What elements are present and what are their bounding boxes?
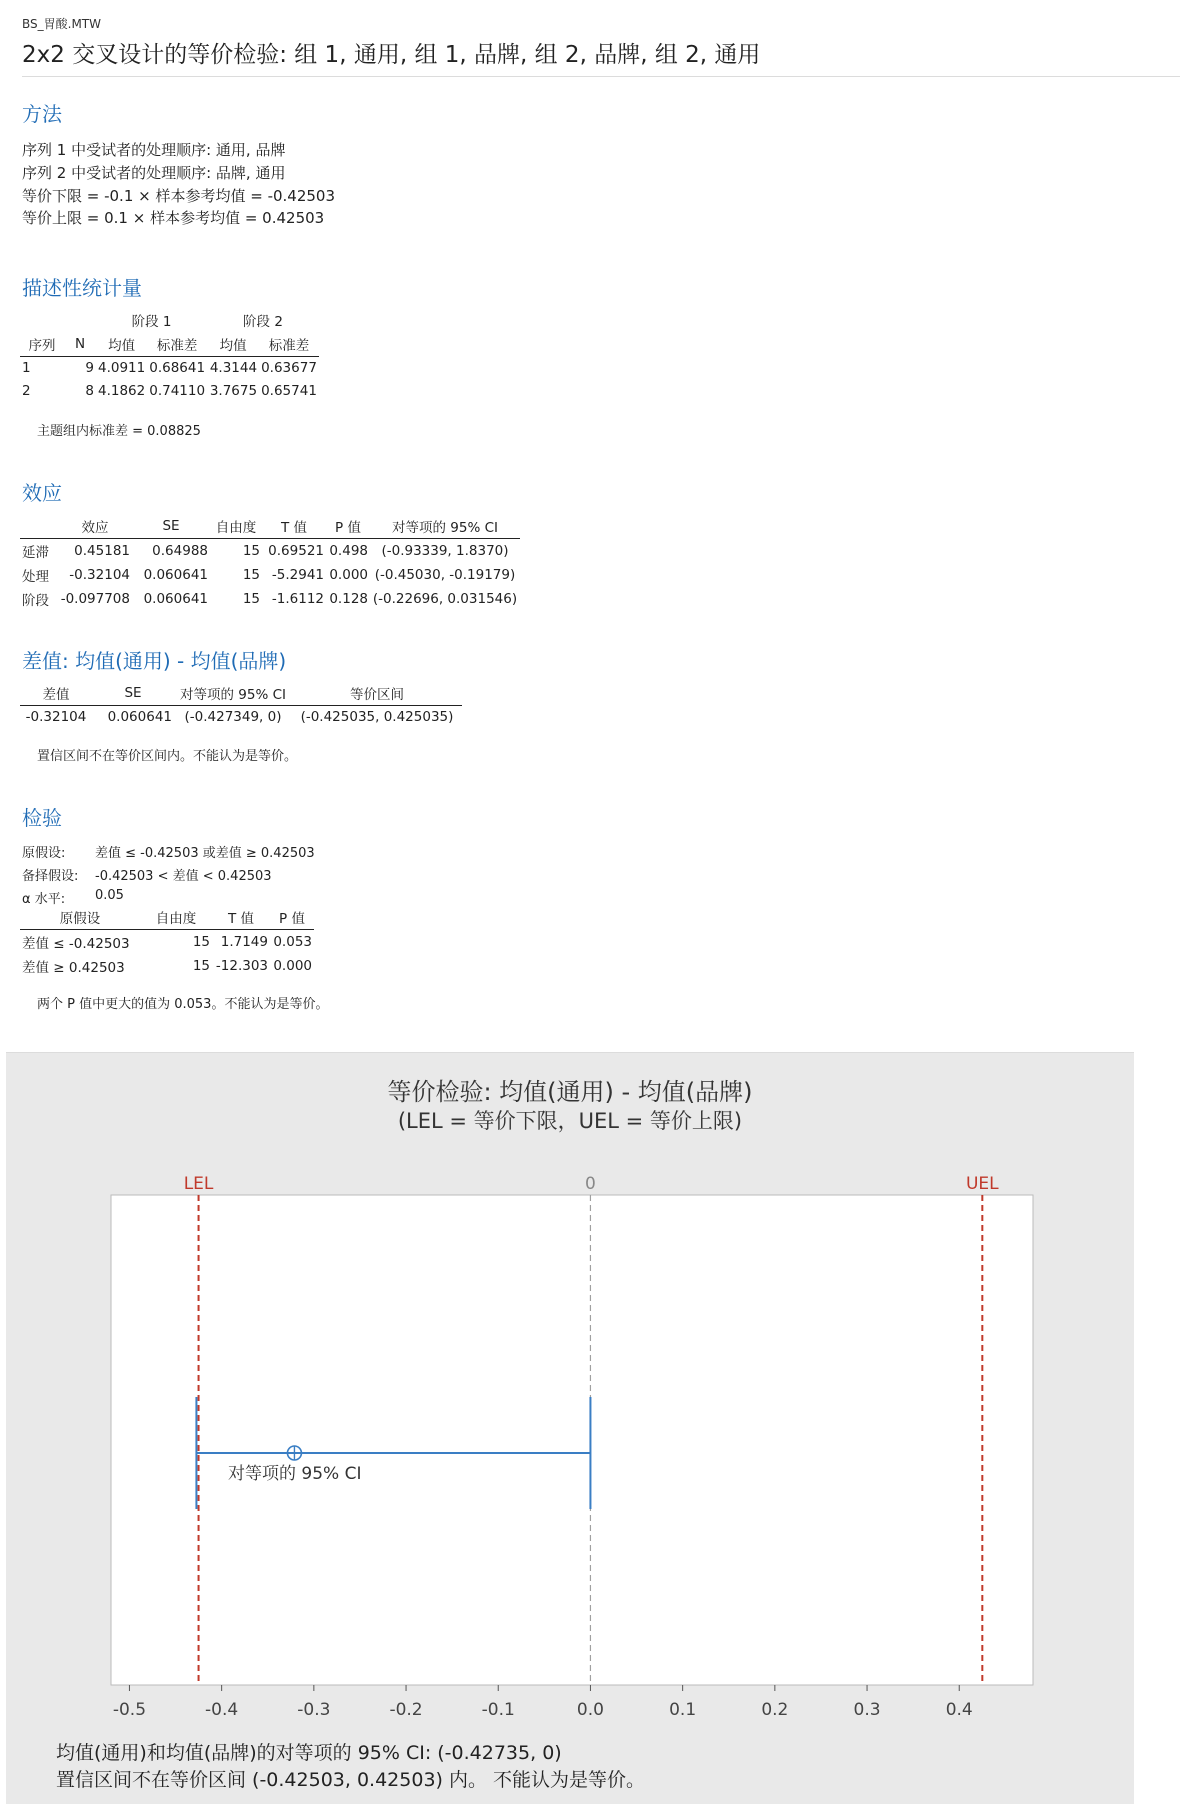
table-row: 延滞 0.45181 0.64988 15 0.69521 0.498 (-0.93339, 1.8370) bbox=[22, 543, 509, 561]
plot-area bbox=[111, 1195, 1033, 1685]
table-row: -0.32104 0.060641 (-0.427349, 0) (-0.425035, 0.425035) bbox=[25, 709, 454, 726]
col-header: SE bbox=[132, 514, 210, 539]
col-header: 自由度 bbox=[210, 514, 262, 539]
reference-line-label: UEL bbox=[965, 1174, 999, 1194]
h0-value: 差值 ≤ -0.42503 或差值 ≥ 0.42503 bbox=[95, 846, 315, 861]
descriptive-table bbox=[20, 308, 319, 403]
chart-subtitle: (LEL = 等价下限，UEL = 等价上限) bbox=[397, 1109, 743, 1133]
x-tick-label: -0.5 bbox=[112, 1700, 147, 1720]
col-header: 等价区间 bbox=[292, 681, 462, 706]
chart-title: 等价检验: 均值(通用) - 均值(品牌) bbox=[387, 1078, 753, 1106]
h1-value: -0.42503 < 差值 < 0.42503 bbox=[95, 869, 272, 884]
col-header: 效应 bbox=[58, 514, 132, 539]
method-heading: 方法 bbox=[22, 102, 62, 126]
col-header: SE bbox=[92, 681, 174, 706]
reference-line-label: 0 bbox=[585, 1174, 596, 1194]
difference-table bbox=[20, 681, 462, 729]
effects-table bbox=[20, 514, 520, 611]
difference-heading: 差值: 均值(通用) - 均值(品牌) bbox=[22, 649, 287, 673]
x-tick-label: 0.2 bbox=[761, 1700, 789, 1720]
x-tick-label: -0.2 bbox=[389, 1700, 423, 1720]
equivalence-chart bbox=[6, 1053, 1134, 1805]
x-tick-label: -0.4 bbox=[205, 1700, 239, 1720]
descriptive-heading: 描述性统计量 bbox=[22, 276, 142, 300]
x-tick-label: 0.1 bbox=[669, 1700, 697, 1720]
reference-line-label: LEL bbox=[183, 1174, 214, 1194]
alpha-label: α 水平: bbox=[22, 892, 66, 907]
table-row: 差值 ≥ 0.42503 15 -12.303 0.000 bbox=[22, 958, 312, 976]
col-header: 对等项的 95% CI bbox=[174, 681, 292, 706]
col-header: N bbox=[64, 332, 96, 357]
page-title: 2x2 交叉设计的等价检验: 组 1, 通用, 组 1, 品牌, 组 2, 品牌, 组 2, 通用 bbox=[22, 42, 761, 68]
h0-label: 原假设: bbox=[22, 846, 66, 861]
col-header: 序列 bbox=[20, 332, 64, 357]
test-table bbox=[20, 905, 314, 978]
effects-heading: 效应 bbox=[22, 481, 62, 505]
col-header: 均值 bbox=[207, 332, 259, 357]
h1-label: 备择假设: bbox=[22, 869, 79, 884]
table-row: 差值 ≤ -0.42503 15 1.7149 0.053 bbox=[22, 934, 312, 952]
x-tick-label: -0.1 bbox=[481, 1700, 515, 1720]
x-tick-label: 0.3 bbox=[853, 1700, 881, 1720]
col-header: 标准差 bbox=[259, 332, 319, 357]
col-header: T 值 bbox=[212, 905, 270, 930]
chart-panel bbox=[6, 1052, 1134, 1804]
table-row: 2 8 4.1862 0.74110 3.7675 0.65741 bbox=[22, 383, 317, 399]
test-note: 两个 P 值中更大的值为 0.053。不能认为是等价。 bbox=[37, 997, 329, 1012]
chart-summary-line: 置信区间不在等价区间 (-0.42503, 0.42503) 内。 不能认为是等价。 bbox=[56, 1769, 646, 1791]
alpha-value: 0.05 bbox=[95, 888, 124, 903]
method-line: 序列 2 中受试者的处理顺序: 品牌, 通用 bbox=[22, 164, 286, 182]
test-heading: 检验 bbox=[22, 806, 62, 830]
col-header: 自由度 bbox=[140, 905, 212, 930]
method-line: 序列 1 中受试者的处理顺序: 通用, 品牌 bbox=[22, 141, 286, 159]
x-tick-label: 0.4 bbox=[945, 1700, 973, 1720]
col-header: P 值 bbox=[326, 514, 370, 539]
table-row: 处理 -0.32104 0.060641 15 -5.2941 0.000 (-0.45030, -0.19179) bbox=[22, 567, 516, 585]
chart-summary-line: 均值(通用)和均值(品牌)的对等项的 95% CI: (-0.42735, 0) bbox=[56, 1742, 562, 1764]
col-header: 均值 bbox=[96, 332, 147, 357]
difference-note: 置信区间不在等价区间内。不能认为是等价。 bbox=[37, 749, 298, 764]
stage1-header: 阶段 1 bbox=[131, 314, 172, 330]
col-header: 原假设 bbox=[20, 905, 140, 930]
col-header: P 值 bbox=[270, 905, 314, 930]
x-tick-label: 0.0 bbox=[576, 1700, 604, 1720]
ci-label: 对等项的 95% CI bbox=[228, 1464, 362, 1484]
descriptive-note: 主题组内标准差 = 0.08825 bbox=[37, 424, 201, 439]
x-tick-label: -0.3 bbox=[297, 1700, 331, 1720]
file-name: BS_胃酸.MTW bbox=[22, 17, 102, 31]
col-header: T 值 bbox=[262, 514, 326, 539]
table-row: 1 9 4.0911 0.68641 4.3144 0.63677 bbox=[22, 360, 317, 377]
table-row: 阶段 -0.097708 0.060641 15 -1.6112 0.128 (-0.22696, 0.031546) bbox=[22, 591, 518, 609]
col-header: 对等项的 95% CI bbox=[370, 514, 520, 539]
col-header: 差值 bbox=[20, 681, 92, 706]
stage2-header: 阶段 2 bbox=[243, 314, 283, 330]
method-line: 等价下限 = -0.1 × 样本参考均值 = -0.42503 bbox=[22, 187, 336, 205]
col-header: 标准差 bbox=[147, 332, 207, 357]
method-line: 等价上限 = 0.1 × 样本参考均值 = 0.42503 bbox=[22, 209, 325, 227]
divider bbox=[22, 76, 1180, 77]
